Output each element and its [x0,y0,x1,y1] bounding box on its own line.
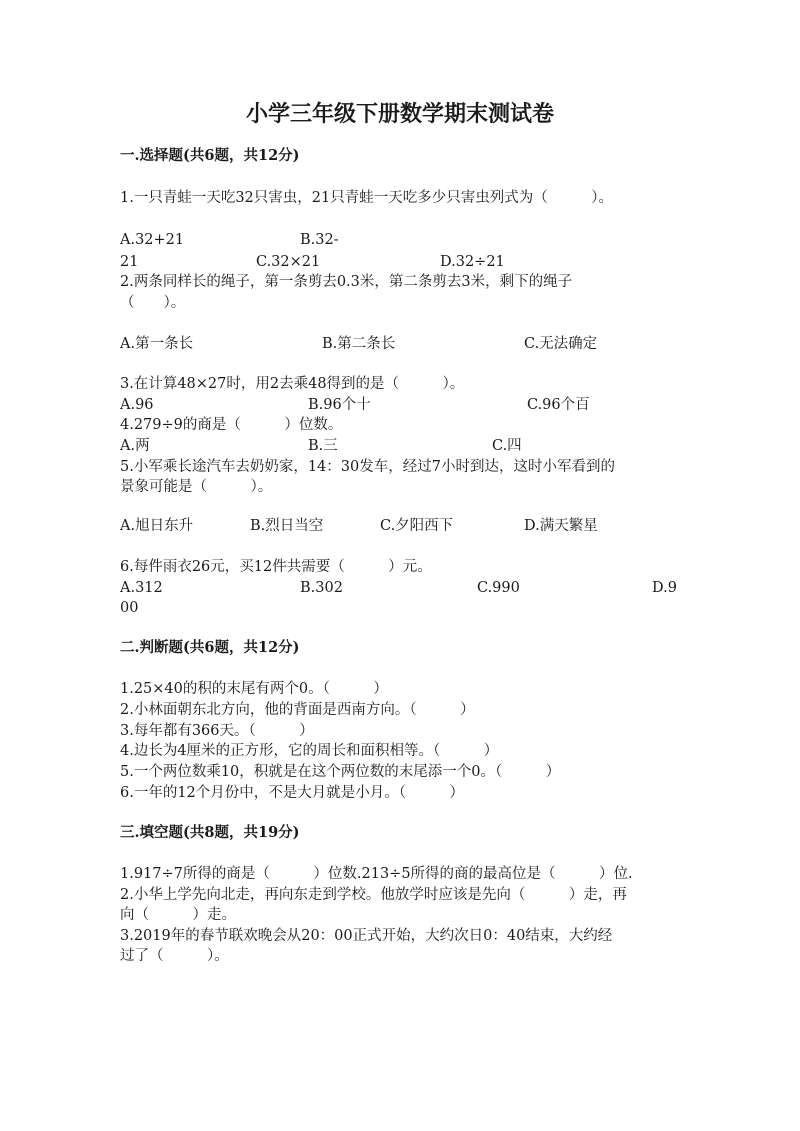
list-item: 6.一年的12个月份中，不是大月就是小月。（ ） [120,785,465,801]
option-b-continued: 21 [120,254,139,270]
option-b: B.第二条长 [322,336,396,352]
option-a: A.312 [120,580,163,596]
list-item: 4.边长为4厘米的正方形，它的周长和面积相等。（ ） [120,743,499,759]
list-item: 2.小林面朝东北方向，他的背面是西南方向。（ ） [120,702,475,718]
option-b: B.302 [300,580,343,596]
question-stem: 1.一只青蛙一天吃32只害虫，21只青蛙一天吃多少只害虫列式为（ ）。 [120,190,613,206]
option-b: B.烈日当空 [250,518,324,534]
option-d-continued: 00 [120,600,139,616]
list-item: 2.小华上学先向北走，再向东走到学校。他放学时应该是先向（ ）走，再 [120,887,627,903]
option-c: C.96个百 [527,397,590,413]
question-stem: 3.在计算48×27时，用2去乘48得到的是（ ）。 [120,376,465,392]
option-a: A.96 [120,397,154,413]
option-b: B.96个十 [308,397,371,413]
option-c: C.夕阳西下 [380,518,454,534]
section-heading-fill-in: 三.填空题(共8题，共19分) [120,824,300,841]
list-item: 5.一个两位数乘10，积就是在这个两位数的末尾添一个0。（ ） [120,764,561,780]
section-heading-judgement: 二.判断题(共6题，共12分) [120,639,300,656]
question-stem: 5.小军乘长途汽车去奶奶家，14：30发车，经过7小时到达，这时小军看到的 [120,459,615,475]
option-d: D.9 [652,580,677,596]
question-stem: 6.每件雨衣26元，买12件共需要（ ）元。 [120,559,432,575]
option-c: C.32×21 [256,254,321,270]
option-a: A.两 [120,438,150,454]
option-b: B.32- [300,232,339,248]
list-item: 1.917÷7所得的商是（ ）位数.213÷5所得的商的最高位是（ ）位. [120,866,633,882]
page-title: 小学三年级下册数学期末测试卷 [245,101,554,127]
option-b: B.三 [308,438,338,454]
list-item: 3.2019年的春节联欢晚会从20：00正式开始，大约次日0：40结束，大约经 [120,928,613,944]
option-c: C.无法确定 [524,336,598,352]
question-stem: 2.两条同样长的绳子，第一条剪去0.3米，第二条剪去3米，剩下的绳子 [120,274,573,290]
option-a: A.32+21 [120,232,185,248]
list-item-continued: 过了（ ）。 [120,948,229,964]
question-stem: 4.279÷9的商是（ ）位数。 [120,417,343,433]
option-d: D.满天繁星 [524,518,598,534]
option-a: A.第一条长 [120,336,194,352]
option-d: D.32÷21 [440,254,505,270]
option-c: C.990 [477,580,520,596]
section-heading-choice: 一.选择题(共6题，共12分) [120,147,300,164]
option-a: A.旭日东升 [120,518,194,534]
question-stem-continued: （ ）。 [120,295,186,311]
list-item: 1.25×40的积的末尾有两个0。（ ） [120,681,388,697]
list-item-continued: 向（ ）走。 [120,907,236,923]
option-c: C.四 [492,438,522,454]
list-item: 3.每年都有366天。（ ） [120,723,314,739]
question-stem-continued: 景象可能是（ ）。 [120,479,273,495]
